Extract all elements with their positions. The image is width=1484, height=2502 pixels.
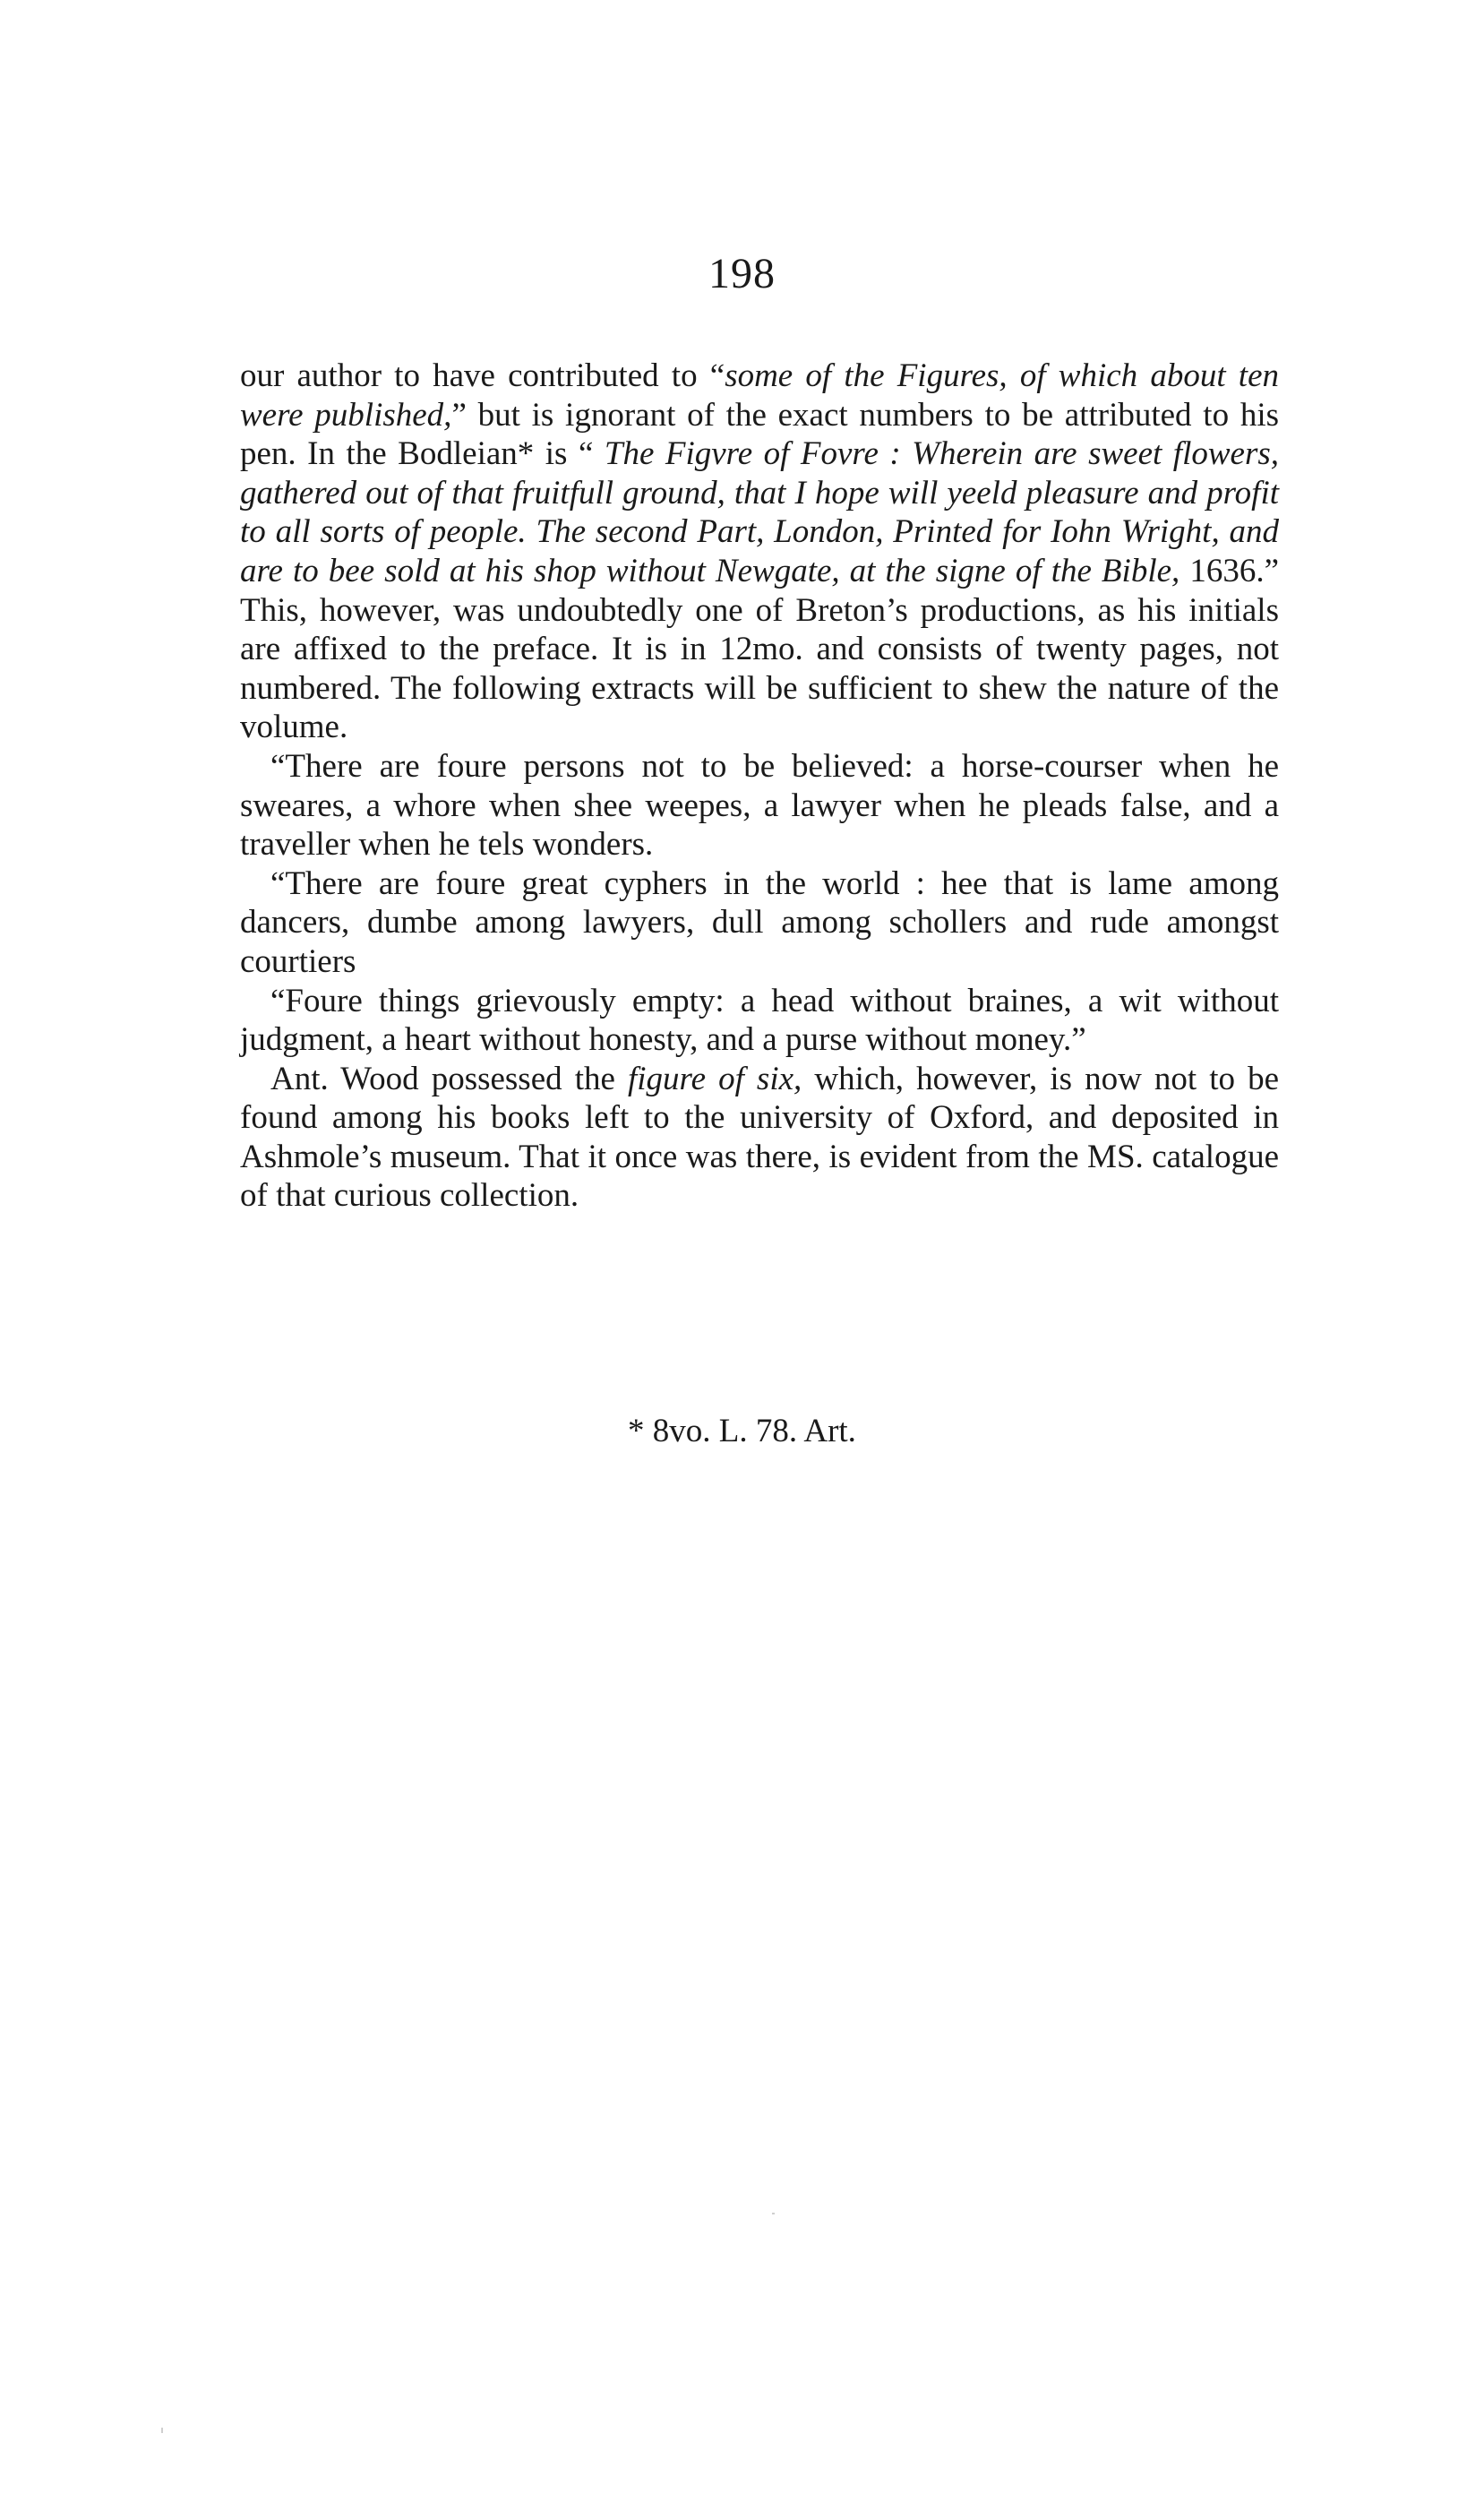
quote-paragraph: [240, 747, 1279, 864]
text-run: “Foure things grievously empty: a head without braines, a wit without judgment, a heart without honesty, and a purse without money.”: [240, 982, 1279, 1059]
footnote: * 8vo. L. 78. Art.: [628, 1413, 856, 1449]
text-run: 1636.” This, however, was undoubtedly one of Breton’s productions, as his initials are affixed to the preface. It is in 12mo. and consists of twenty pages, not numbered. The following extracts will be sufficient to shew the nature of the volume.: [240, 552, 1279, 746]
quote-paragraph: [240, 982, 1279, 1060]
text-run: Ant. Wood possessed the: [270, 1060, 628, 1097]
text-run: ” but is ignorant of the exact numbers to be attributed to his pen. In the Bodleian* is “: [240, 396, 1280, 473]
text-run: our author to have contributed to “: [240, 357, 725, 394]
paragraph: [240, 357, 1279, 747]
italic-text-run: some of the Figures, of which about ten were published,: [240, 357, 1279, 434]
italic-text-run: The Figvre of Fovre : Wherein are sweet flowers, gathered out of that fruitfull ground, that I hope will yeeld pleasure and profit to all sorts of people. The second Part, London, Printed for Iohn Wright, and are to bee sold at his shop without Newgate, at the signe of the Bible,: [240, 435, 1280, 589]
text-run: “There are foure persons not to be believed: a horse-courser when he sweares, a whore when shee weepes, a lawyer when he pleads false, and a traveller when he tels wonders.: [240, 747, 1279, 864]
text-run: which, however, is now not to be found among his books left to the university of Oxford, and deposited in Ashmole’s museum. That it once was there, is evident from the MS. catalogue of that curious collection.: [240, 1060, 1280, 1215]
page-number: 198: [708, 250, 776, 297]
italic-text-run: figure of six,: [627, 1060, 802, 1097]
paper-speck: [772, 2213, 775, 2214]
text-run: “There are foure great cyphers in the world : hee that is lame among dancers, dumbe among lawyers, dull among schollers and rude amongst courtiers: [240, 864, 1279, 980]
body-text: [240, 357, 1279, 1216]
paragraph: [240, 1060, 1279, 1216]
quote-paragraph: [240, 864, 1279, 982]
paper-speck: [161, 2428, 163, 2433]
